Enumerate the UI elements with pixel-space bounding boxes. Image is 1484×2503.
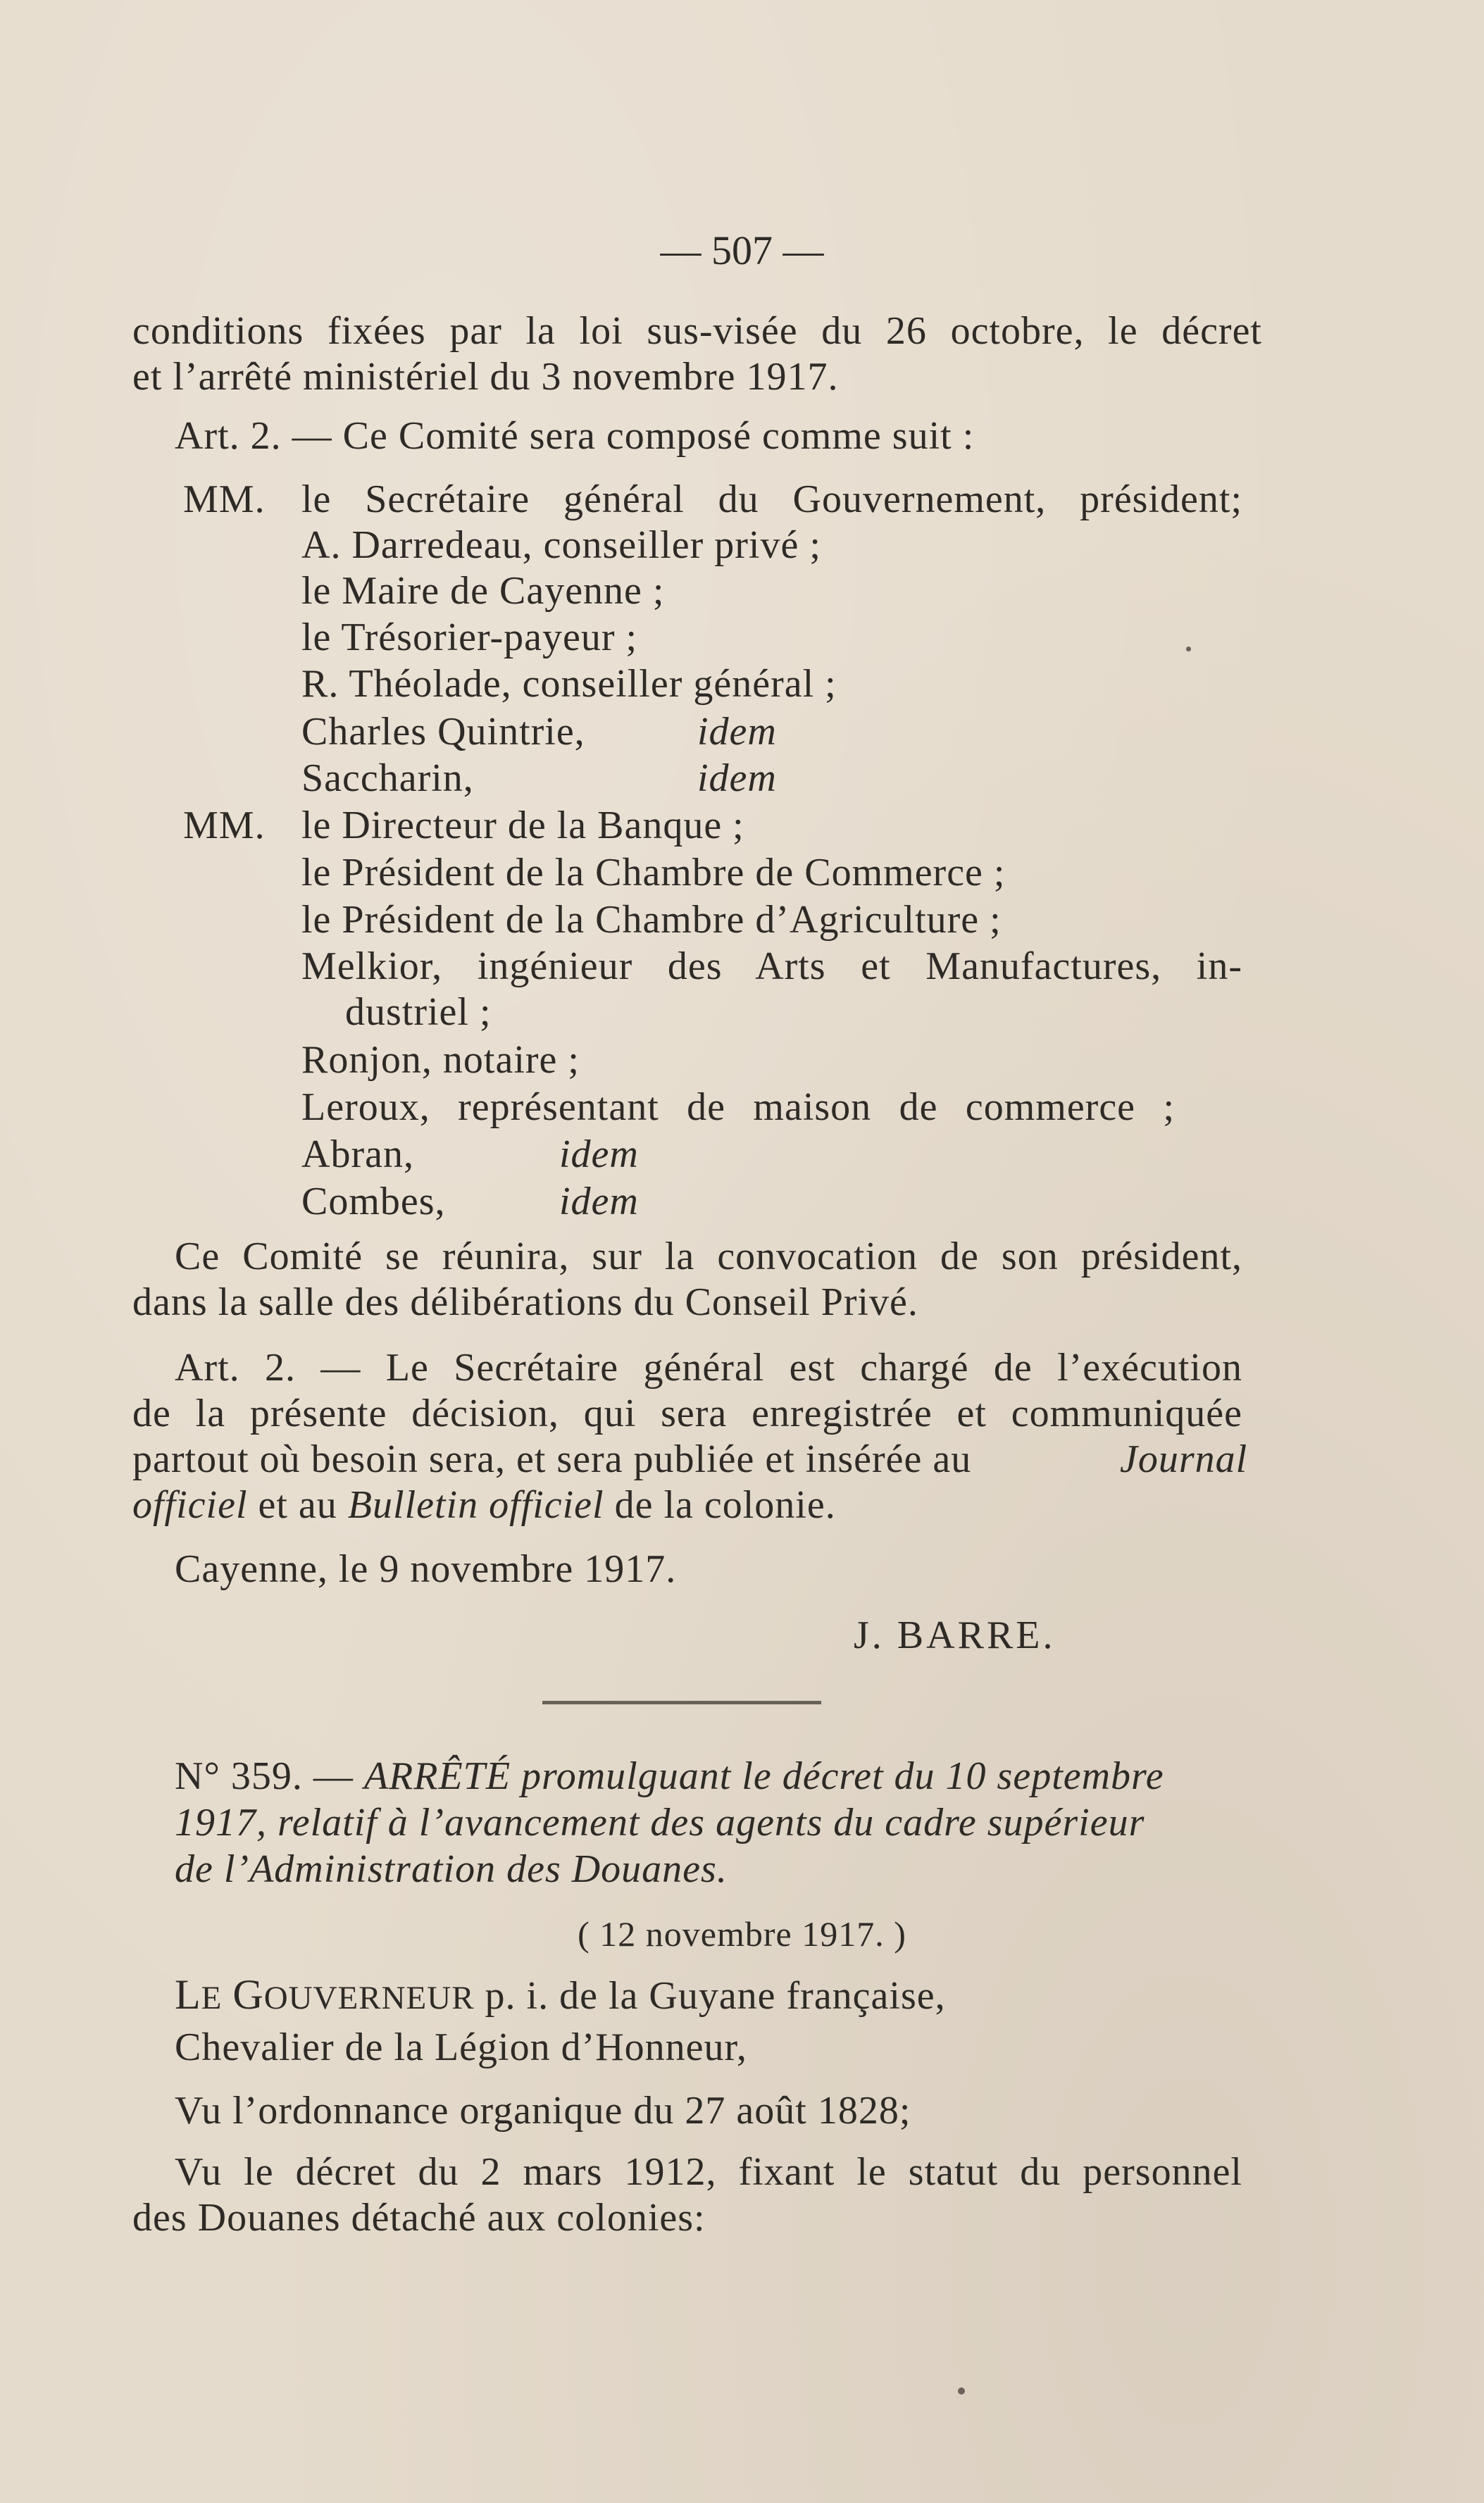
member-line: le Président de la Chambre d’Agriculture ; (301, 898, 1002, 942)
decree-date: ( 12 novembre 1917. ) (578, 1914, 906, 1954)
bulletin-officiel-italic: Bulletin officiel (347, 1483, 604, 1527)
member-line: Ronjon, notaire ; (301, 1038, 580, 1082)
art2-exec-line-4 (132, 1483, 836, 1528)
member-line: le Président de la Chambre de Commerce ; (301, 851, 1006, 894)
chevalier-line: Chevalier de la Légion d’Honneur, (175, 2026, 747, 2069)
decree-title-3: de l’Administration des Douanes. (175, 1847, 728, 1891)
meeting-line-2: dans la salle des délibérations du Conseil Privé. (132, 1280, 918, 1324)
signature: J. BARRE. (854, 1613, 1056, 1657)
idem-mark: idem (697, 710, 777, 754)
colonie-text: de la colonie. (614, 1483, 836, 1527)
section-divider (542, 1701, 821, 1704)
member-line: Abran, (301, 1132, 414, 1176)
member-line: Melkior, ingénieur des Arts et Manufactures, in- (301, 944, 1242, 988)
vu-ordonnance: Vu l’ordonnance organique du 27 août 1828; (175, 2089, 911, 2133)
member-line: Charles Quintrie, (301, 710, 585, 754)
art2-exec-line-3 (132, 1437, 971, 1482)
member-line-cont: dustriel ; (345, 990, 492, 1034)
idem-mark: idem (559, 1180, 639, 1223)
decree-title-2: 1917, relatif à l’avancement des agents du cadre supérieur (175, 1801, 1145, 1845)
member-line: R. Théolade, conseiller général ; (301, 662, 837, 706)
member-line: Saccharin, (301, 756, 474, 800)
et-au-text: et au (258, 1483, 337, 1527)
gouverneur-capital: G (232, 1971, 264, 2018)
vu-decret-line-2: des Douanes détaché aux colonies: (132, 2196, 706, 2240)
page-number: — 507 — (660, 227, 824, 273)
officiel-italic: officiel (132, 1483, 248, 1527)
intro-line-2: et l’arrêté ministériel du 3 novembre 1917. (132, 355, 839, 399)
member-line: Combes, (301, 1180, 446, 1223)
gouverneur-smallcaps: OUVERNEUR (263, 1980, 475, 2016)
member-line: le Directeur de la Banque ; (301, 804, 744, 847)
art2-committee: Art. 2. — Ce Comité sera composé comme suit : (175, 414, 975, 458)
mm-prefix-2: MM. (183, 804, 266, 847)
member-line: Leroux, représentant de maison de commerce ; (301, 1085, 1175, 1129)
governor-rest: p. i. de la Guyane française, (485, 1974, 946, 2018)
decree-title-1: ARRÊTÉ promulguant le décret du 10 septembre (363, 1754, 1164, 1798)
art2-exec-line-3-text: partout où besoin sera, et sera publiée et insérée au (132, 1437, 972, 1481)
vu-decret-line-1: Vu le décret du 2 mars 1912, fixant le statut du personnel (175, 2150, 1242, 2194)
mm-prefix-1: MM. (183, 477, 266, 521)
meeting-line-1: Ce Comité se réunira, sur la convocation de son président, (175, 1235, 1242, 1278)
governor-line (175, 1972, 946, 2021)
member-line: le Maire de Cayenne ; (301, 569, 665, 613)
le-capital: L (175, 1971, 201, 2018)
journal-title-italic: Journal (1120, 1437, 1248, 1481)
date-line: Cayenne, le 9 novembre 1917. (175, 1547, 677, 1591)
decree-heading-line-1 (175, 1754, 1164, 1799)
art2-exec-line-2: de la présente décision, qui sera enregistrée et communiquée (132, 1392, 1242, 1435)
member-line: A. Darredeau, conseiller privé ; (301, 523, 821, 567)
member-line: le Secrétaire général du Gouvernement, président; (301, 477, 1242, 521)
le-smallcaps: E (201, 1980, 223, 2016)
member-line: le Trésorier-payeur ; (301, 616, 638, 659)
paper-speck (958, 2387, 965, 2395)
idem-mark: idem (697, 756, 777, 800)
art2-exec-line-1: Art. 2. — Le Secrétaire général est chargé de l’exécution (175, 1346, 1242, 1390)
intro-line-1: conditions fixées par la loi sus-visée du 26 octobre, le décret (132, 309, 1262, 353)
idem-mark: idem (559, 1132, 639, 1176)
paper-speck (1186, 647, 1191, 651)
decree-number: N° 359. — (175, 1754, 354, 1798)
